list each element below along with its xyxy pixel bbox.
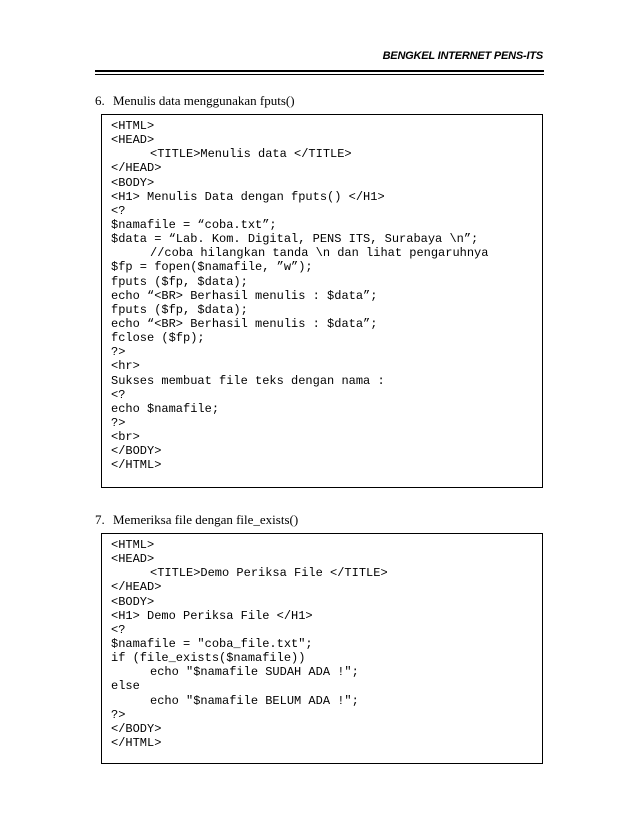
code-line: </BODY>: [111, 444, 162, 459]
code-line: echo "$namafile SUDAH ADA !";: [150, 665, 359, 680]
code-line: echo “<BR> Berhasil menulis : $data”;: [111, 316, 378, 331]
page-header-title: BENGKEL INTERNET PENS-ITS: [382, 50, 543, 62]
code-line: fclose ($fp);: [111, 331, 205, 346]
code-line: <hr>: [111, 359, 140, 374]
code-line: <BODY>: [111, 594, 155, 609]
section-title: Memeriksa file dengan file_exists(): [113, 512, 299, 527]
header-rule: [95, 70, 544, 75]
code-line: else: [111, 679, 140, 694]
section-heading-7: [95, 512, 298, 528]
code-line: <?: [111, 203, 126, 218]
code-line: ?>: [111, 345, 126, 360]
code-line: </HTML>: [111, 735, 162, 750]
code-line: echo $namafile;: [111, 401, 220, 416]
code-line: $namafile = “coba.txt”;: [111, 217, 277, 232]
code-line: <TITLE>Menulis data </TITLE>: [150, 147, 352, 162]
code-line: //coba hilangkan tanda \n dan lihat pengaruhnya: [150, 246, 489, 261]
code-line: <H1> Menulis Data dengan fputs() </H1>: [111, 189, 385, 204]
code-line: $fp = fopen($namafile, ”w”);: [111, 260, 313, 275]
code-line: </BODY>: [111, 721, 162, 736]
code-line: echo “<BR> Berhasil menulis : $data”;: [111, 288, 378, 303]
section-title: Menulis data menggunakan fputs(): [113, 93, 295, 108]
code-line: $namafile = "coba_file.txt";: [111, 636, 313, 651]
code-line: <HEAD>: [111, 133, 155, 148]
code-line: <HTML>: [111, 538, 155, 552]
code-line: </HEAD>: [111, 161, 162, 176]
code-line: <TITLE>Demo Periksa File </TITLE>: [150, 566, 388, 581]
code-line: <BODY>: [111, 175, 155, 190]
code-line: </HEAD>: [111, 580, 162, 595]
section-number: 6.: [95, 93, 105, 108]
code-line: $data = “Lab. Kom. Digital, PENS ITS, Surabaya \n”;: [111, 232, 479, 247]
code-line: <br>: [111, 430, 140, 445]
code-line: Sukses membuat file teks dengan nama :: [111, 373, 385, 388]
code-line: ?>: [111, 415, 126, 430]
code-line: <?: [111, 622, 126, 637]
code-line: <H1> Demo Periksa File </H1>: [111, 608, 313, 623]
code-line: fputs ($fp, $data);: [111, 274, 248, 289]
section-number: 7.: [95, 512, 105, 527]
code-line: if (file_exists($namafile)): [111, 651, 306, 666]
code-line: </HTML>: [111, 458, 162, 473]
code-line: <HEAD>: [111, 552, 155, 567]
code-line: fputs ($fp, $data);: [111, 302, 248, 317]
code-line: echo "$namafile BELUM ADA !";: [150, 693, 359, 708]
code-line: <?: [111, 387, 126, 402]
section-heading-6: [95, 93, 295, 109]
code-block-fputs: [101, 114, 543, 488]
code-block-file-exists: [101, 533, 543, 764]
code-line: ?>: [111, 707, 126, 722]
code-line: <HTML>: [111, 119, 155, 133]
